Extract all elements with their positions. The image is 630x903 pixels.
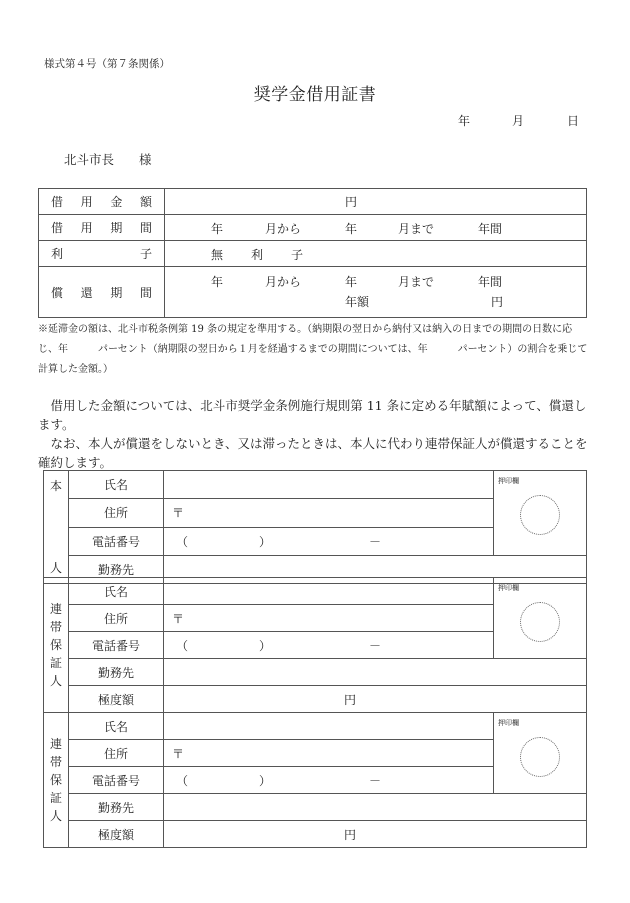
paren-close: ）: [259, 639, 272, 653]
side-char: 本: [49, 479, 62, 493]
guarantor-name-input[interactable]: [164, 713, 494, 740]
label-char: 償: [51, 285, 64, 300]
guarantor-side-label: [44, 713, 69, 848]
yen-unit: 円: [344, 827, 357, 842]
month-from-unit: 月から: [265, 275, 302, 289]
document-title: 奨学金借用証書: [253, 85, 377, 105]
interest-char: 子: [291, 248, 304, 262]
seal-circle-icon: [520, 495, 560, 535]
side-char: 帯: [49, 755, 62, 769]
label-char: 間: [139, 285, 152, 300]
guarantor-name-input[interactable]: [164, 578, 494, 605]
seal-box[interactable]: [494, 713, 587, 794]
form-number-label: 様式第４号（第７条関係）: [44, 58, 170, 70]
phone-dash: －: [369, 774, 382, 788]
yen-unit: 円: [344, 692, 357, 707]
workplace-label: 勤務先: [69, 659, 164, 686]
date-day-label: 日: [567, 114, 580, 128]
side-char: 保: [49, 773, 62, 787]
seal-circle-icon: [520, 602, 560, 642]
phone-dash: －: [369, 639, 382, 653]
interest-value: [165, 241, 587, 267]
label-char: 借: [51, 195, 64, 209]
repayment-paragraph: 借用した金額については、北斗市奨学金条例施行規則第 11 条に定める年賦額によって、償還します。: [38, 398, 587, 432]
phone-label: 電話番号: [69, 632, 164, 659]
label-char: 間: [139, 221, 152, 235]
address-label: 住所: [69, 499, 164, 527]
seal-box[interactable]: [494, 471, 587, 556]
paren-close: ）: [259, 774, 272, 788]
borrower-address-input[interactable]: [164, 499, 494, 527]
repayment-period-field[interactable]: [165, 267, 587, 318]
seal-box[interactable]: [494, 578, 587, 659]
address-label: 住所: [69, 605, 164, 632]
phone-label: 電話番号: [69, 767, 164, 794]
interest-row: [39, 241, 587, 267]
address-label: 住所: [69, 740, 164, 767]
workplace-label: 勤務先: [69, 555, 164, 583]
month-until-unit: 月まで: [398, 222, 435, 236]
side-char: 証: [49, 656, 62, 670]
limit-label: 極度額: [69, 821, 164, 848]
label-char: 用: [80, 221, 93, 235]
date-year-label: 年: [458, 114, 471, 128]
postal-mark: 〒: [172, 506, 185, 521]
label-char: 子: [139, 247, 152, 261]
guarantee-paragraph: なお、本人が償還をしないとき、又は滞ったときは、本人に代わり連帯保証人が償還することを確約します。: [38, 436, 588, 470]
side-char: 人: [49, 674, 62, 688]
addressee: 北斗市長 様: [64, 152, 152, 167]
borrower-name-input[interactable]: [164, 471, 494, 499]
phone-label: 電話番号: [69, 527, 164, 555]
year-unit: 年: [211, 275, 224, 289]
interest-label: [39, 241, 165, 267]
side-char: 保: [49, 638, 62, 652]
seal-label: 押印欄: [498, 477, 519, 485]
yen-unit: 円: [345, 195, 358, 209]
label-char: 用: [80, 195, 93, 209]
label-char: 借: [51, 221, 64, 235]
label-char: 利: [51, 247, 64, 261]
loan-period-label: [39, 215, 165, 241]
label-char: 金: [110, 195, 123, 209]
paren-open: （: [176, 534, 189, 549]
guarantor-workplace-input[interactable]: [164, 794, 587, 821]
loan-period-row: [39, 215, 587, 241]
month-from-unit: 月から: [265, 222, 302, 236]
name-label: 氏名: [69, 713, 164, 740]
loan-period-field[interactable]: [165, 215, 587, 241]
side-char: 連: [49, 737, 62, 751]
seal-label: 押印欄: [498, 584, 519, 592]
late-fee-note: ※延滞金の額は、北斗市税条例第 19 条の規定を準用する。（納期限の翌日から納付又は納入の日までの期間の日数に応じ、年 パーセント（納期限の翌日から１月を経過するまでの期間については、年 パーセント）の割合を乗じて計算した金額。）: [38, 324, 588, 375]
side-char: 人: [49, 809, 62, 823]
label-char: 還: [80, 285, 93, 300]
guarantor-phone-input[interactable]: [164, 767, 494, 794]
interest-char: 利: [251, 248, 264, 262]
guarantor-limit-input[interactable]: [164, 821, 587, 848]
month-until-unit: 月まで: [398, 275, 435, 289]
guarantor-workplace-input[interactable]: [164, 659, 587, 686]
name-label: 氏名: [69, 578, 164, 605]
seal-label: 押印欄: [498, 719, 519, 727]
seal-circle-icon: [520, 737, 560, 777]
guarantor-side-label: [44, 578, 69, 713]
phone-dash: －: [369, 534, 382, 549]
annual-amount-label: 年額: [345, 295, 370, 309]
side-char: 連: [49, 602, 62, 616]
loan-amount-field[interactable]: [165, 189, 587, 215]
name-label: 氏名: [69, 471, 164, 499]
yen-unit: 円: [491, 295, 504, 309]
repayment-period-row: [39, 267, 587, 318]
loan-details-table: [38, 188, 587, 318]
borrower-phone-input[interactable]: [164, 527, 494, 555]
paren-open: （: [176, 639, 189, 653]
guarantor-phone-input[interactable]: [164, 632, 494, 659]
paren-open: （: [176, 774, 189, 788]
label-char: 期: [110, 221, 123, 235]
years-unit: 年間: [478, 222, 503, 236]
guarantor-1-table: [43, 577, 587, 713]
limit-label: 極度額: [69, 686, 164, 713]
year-unit: 年: [211, 222, 224, 236]
side-char: 帯: [49, 620, 62, 634]
year-unit: 年: [345, 222, 358, 236]
postal-mark: 〒: [172, 611, 185, 626]
label-char: 額: [139, 195, 152, 209]
side-char: 人: [49, 561, 62, 575]
workplace-label: 勤務先: [69, 794, 164, 821]
borrower-table: [43, 470, 587, 584]
loan-amount-row: [39, 189, 587, 215]
borrower-side-label: [44, 471, 69, 584]
guarantor-address-input[interactable]: [164, 740, 494, 767]
paren-close: ）: [259, 534, 272, 549]
date-month-label: 月: [512, 114, 525, 128]
postal-mark: 〒: [172, 746, 185, 761]
side-char: 証: [49, 791, 62, 805]
years-unit: 年間: [478, 275, 503, 289]
repayment-period-label: [39, 267, 165, 318]
guarantor-address-input[interactable]: [164, 605, 494, 632]
loan-amount-label: [39, 189, 165, 215]
guarantor-2-table: [43, 712, 587, 848]
guarantor-limit-input[interactable]: [164, 686, 587, 713]
year-unit: 年: [345, 275, 358, 289]
label-char: 期: [110, 285, 123, 300]
interest-char: 無: [211, 248, 224, 262]
